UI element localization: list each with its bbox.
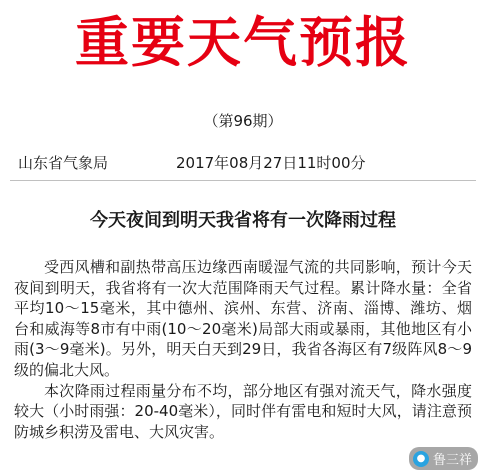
headline: 今天夜间到明天我省将有一次降雨过程: [90, 210, 396, 231]
paragraph: 本次降雨过程雨量分布不均，部分地区有强对流天气，降水强度较大（小时雨强：20-40毫米），同时伴有雷电和短时大风，请注意预防城乡积涝及雷电、大风灾害。: [14, 381, 472, 441]
paragraph: 受西风槽和副热带高压边缘西南暖湿气流的共同影响，预计今天夜间到明天，我省将有一次大范围降雨天气过程。累计降水量：全省平均10～15毫米，其中德州、滨州、东营、济南、淄博、潍坊、烟台和威海等8市有中雨(10～20毫米)局部大雨或暴雨，其他地区有小雨(3～9毫米)。另外，明天白天到29日，我省各海区有7级阵风8～9级的偏北大风。: [14, 258, 472, 379]
watermark: [409, 447, 478, 470]
issue-number: （第96期）: [203, 112, 283, 130]
body-text: [14, 257, 472, 442]
divider: [10, 180, 476, 181]
watermark-text: 鲁三祥: [432, 453, 472, 468]
issuer: 山东省气象局: [18, 154, 109, 172]
wechat-logo-icon: ●: [413, 451, 429, 467]
document-title: 重要天气预报: [75, 11, 411, 74]
issue-datetime: 2017年08月27日11时00分: [176, 154, 366, 172]
